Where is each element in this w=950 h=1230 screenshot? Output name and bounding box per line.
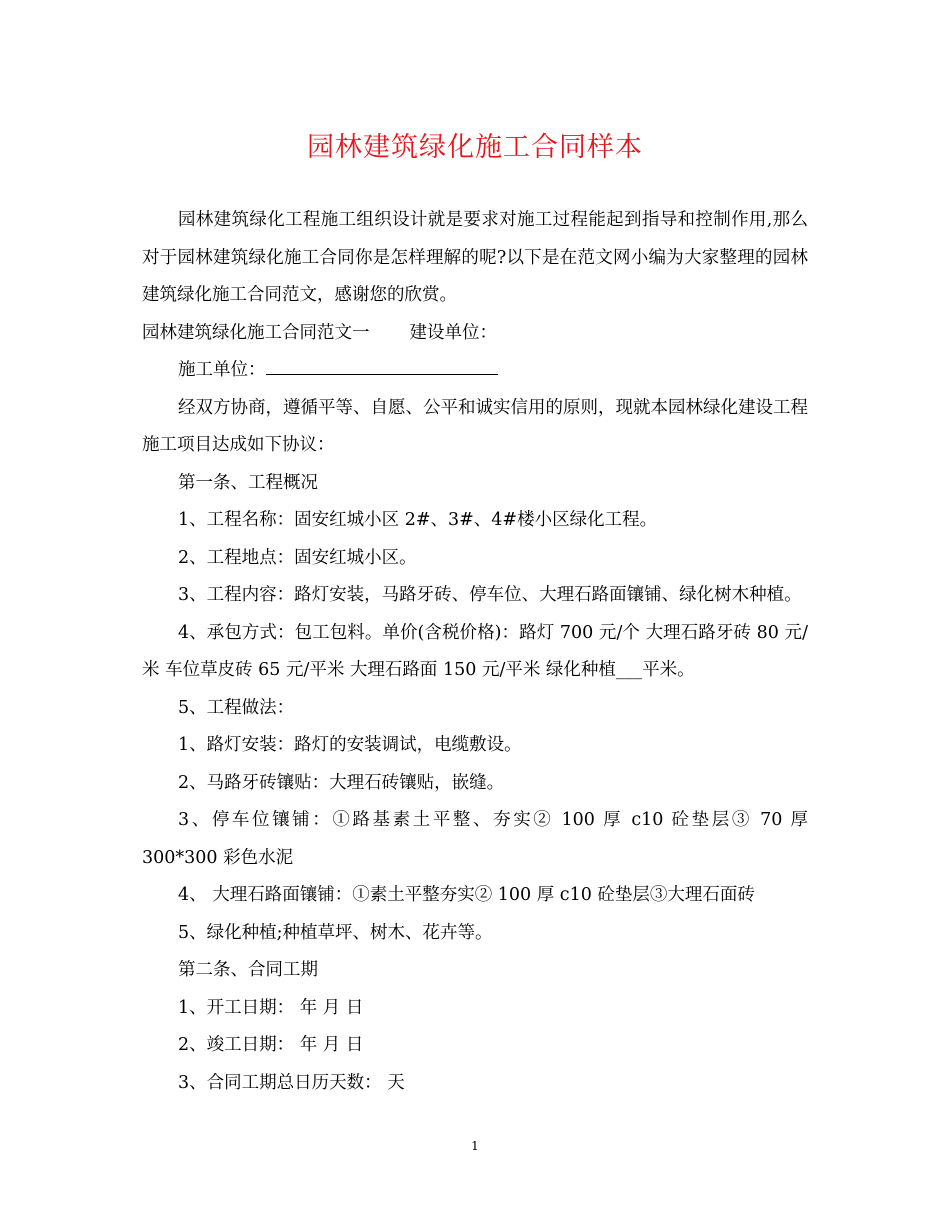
article-1-item: 1、路灯安装：路灯的安装调试，电缆敷设。	[178, 735, 522, 755]
document-body	[142, 202, 808, 1102]
party-a-label: 建设单位：	[409, 322, 497, 343]
page-number: 1	[471, 1139, 479, 1153]
intro-paragraph: 园林建筑绿化工程施工组织设计就是要求对施工过程能起到指导和控制作用,那么对于园林建筑绿化施工合同你是怎样理解的呢?以下是在范文网小编为大家整理的园林建筑绿化施工合同范文，感谢您的欣赏。	[142, 210, 808, 305]
preamble-paragraph: 经双方协商，遵循平等、自愿、公平和诚实信用的原则，现就本园林绿化建设工程施工项目达成如下协议：	[142, 397, 808, 455]
sample-heading-line	[142, 315, 808, 353]
article-1-heading: 第一条、工程概况	[178, 472, 318, 493]
sample-heading: 园林建筑绿化施工合同范文一	[142, 322, 370, 343]
article-1-item: 5、工程做法：	[178, 697, 295, 718]
article-1-item: 1、工程名称：固安红城小区 2#、3#、4#楼小区绿化工程。	[178, 510, 658, 530]
article-2-item: 2、竣工日期： 年 月 日	[178, 1035, 364, 1055]
article-1-item: 3、工程内容：路灯安装，马路牙砖、停车位、大理石路面镶铺、绿化树木种植。	[178, 585, 802, 605]
article-1-item: 3、停车位镶铺：①路基素土平整、夯实② 100 厚 c10 砼垫层③ 70 厚 300*300 彩色水泥	[142, 810, 808, 868]
article-1-item: 5、绿化种植;种植草坪、树木、花卉等。	[178, 922, 493, 943]
party-b-line	[142, 352, 808, 390]
article-1-item: 4、承包方式：包工包料。单价(含税价格)：路灯 700 元/个 大理石路牙砖 80 元/米 车位草皮砖 65 元/平米 大理石路面 150 元/平米 绿化种植___平米。	[142, 622, 808, 680]
party-b-blank	[266, 360, 498, 375]
document-title: 园林建筑绿化施工合同样本	[307, 132, 643, 163]
article-2-heading: 第二条、合同工期	[178, 960, 318, 980]
article-1-item: 4、 大理石路面镶铺：①素土平整夯实② 100 厚 c10 砼垫层③大理石面砖	[178, 885, 755, 905]
party-b-label: 施工单位：	[178, 360, 266, 380]
article-2-item: 3、合同工期总日历天数： 天	[178, 1072, 405, 1093]
article-2-item: 1、开工日期： 年 月 日	[178, 997, 364, 1018]
article-1-item: 2、工程地点：固安红城小区。	[178, 547, 417, 568]
article-1-item: 2、马路牙砖镶贴：大理石砖镶贴，嵌缝。	[178, 772, 505, 793]
